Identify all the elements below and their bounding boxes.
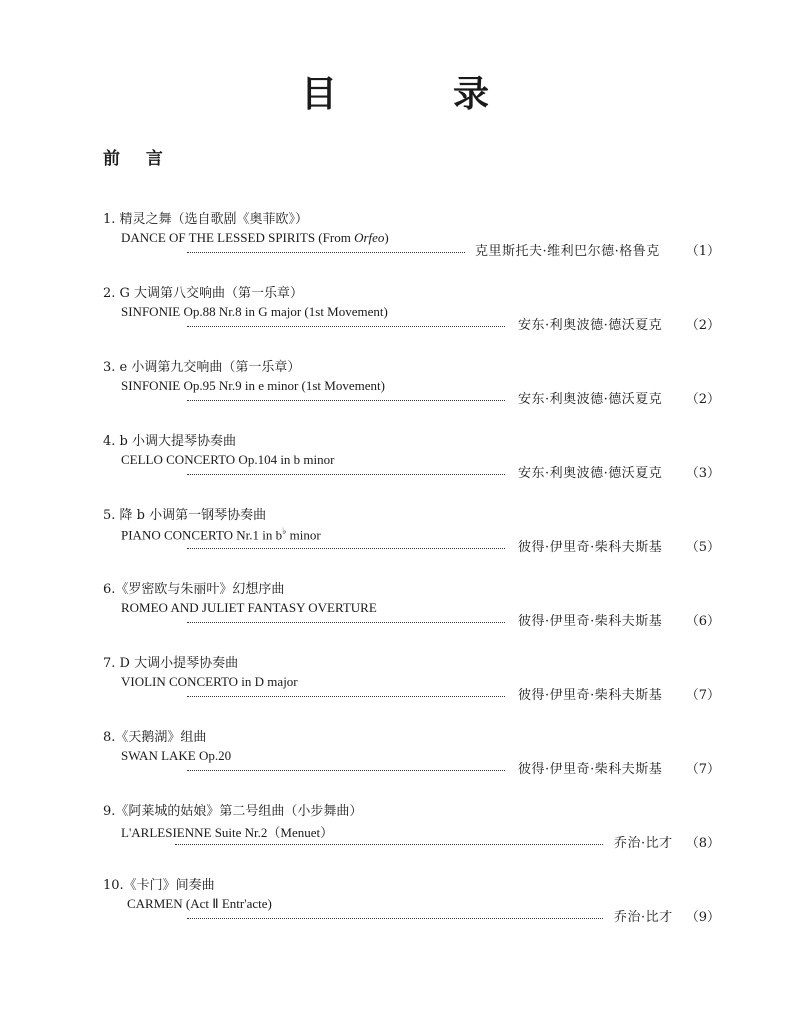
toc-entry[interactable] bbox=[0, 504, 790, 574]
dot-leader bbox=[175, 842, 603, 845]
entry-composer: 乔治·比才 bbox=[614, 836, 673, 851]
entry-page-number: （6） bbox=[685, 614, 720, 629]
entry-title: 7. D 大调小提琴协奏曲 bbox=[103, 656, 239, 671]
entry-page-number: （5） bbox=[685, 540, 720, 555]
entry-subtitle: SINFONIE Op.95 Nr.9 in e minor (1st Movement) bbox=[121, 378, 385, 393]
entry-subtitle: SINFONIE Op.88 Nr.8 in G major (1st Movement) bbox=[121, 304, 388, 319]
entry-subtitle: ROMEO AND JULIET FANTASY OVERTURE bbox=[121, 600, 377, 615]
entry-title: 4. b 小调大提琴协奏曲 bbox=[103, 434, 236, 449]
toc-entry[interactable] bbox=[0, 430, 790, 500]
entry-page-number: （7） bbox=[685, 762, 720, 777]
preface-heading: 前 言 bbox=[103, 149, 173, 169]
toc-entry[interactable] bbox=[0, 652, 790, 722]
toc-entry[interactable] bbox=[0, 208, 790, 278]
entry-page-number: （8） bbox=[685, 836, 720, 851]
entry-subtitle: PIANO CONCERTO Nr.1 in b♭ minor bbox=[121, 526, 321, 543]
entry-title: 2. G 大调第八交响曲（第一乐章） bbox=[103, 286, 304, 301]
entry-page-number: （2） bbox=[685, 392, 720, 407]
entry-composer: 克里斯托夫·维利巴尔德·格鲁克 bbox=[475, 244, 660, 259]
entry-subtitle: DANCE OF THE LESSED SPIRITS (From Orfeo) bbox=[121, 230, 389, 245]
dot-leader bbox=[187, 472, 505, 475]
entry-title: 6.《罗密欧与朱丽叶》幻想序曲 bbox=[103, 582, 285, 597]
toc-entry[interactable] bbox=[0, 726, 790, 796]
entry-subtitle: CARMEN (Act Ⅱ Entr'acte) bbox=[127, 896, 272, 911]
entry-subtitle: CELLO CONCERTO Op.104 in b minor bbox=[121, 452, 335, 467]
page-title: 目 录 bbox=[300, 74, 529, 115]
toc-entry[interactable] bbox=[0, 282, 790, 352]
toc-entry[interactable] bbox=[0, 578, 790, 648]
entry-title: 3. e 小调第九交响曲（第一乐章） bbox=[103, 360, 301, 375]
dot-leader bbox=[187, 768, 505, 771]
entry-title: 9.《阿莱城的姑娘》第二号组曲（小步舞曲） bbox=[103, 804, 363, 819]
entry-composer: 安东·利奥波德·德沃夏克 bbox=[518, 392, 663, 407]
entry-title: 8.《天鹅湖》组曲 bbox=[103, 730, 207, 745]
entry-subtitle: L'ARLESIENNE Suite Nr.2（Menuet） bbox=[121, 825, 334, 840]
dot-leader bbox=[187, 324, 505, 327]
entry-page-number: （1） bbox=[685, 244, 720, 259]
entry-page-number: （3） bbox=[685, 466, 720, 481]
entry-subtitle: SWAN LAKE Op.20 bbox=[121, 748, 232, 763]
dot-leader bbox=[187, 916, 603, 919]
entry-composer: 彼得·伊里奇·柴科夫斯基 bbox=[518, 688, 663, 703]
entry-composer: 安东·利奥波德·德沃夏克 bbox=[518, 466, 663, 481]
dot-leader bbox=[187, 398, 505, 401]
dot-leader bbox=[187, 546, 505, 549]
entry-subtitle: VIOLIN CONCERTO in D major bbox=[121, 674, 298, 689]
entry-page-number: （7） bbox=[685, 688, 720, 703]
dot-leader bbox=[187, 620, 505, 623]
toc-entry[interactable] bbox=[0, 356, 790, 426]
dot-leader bbox=[187, 694, 505, 697]
dot-leader bbox=[187, 250, 465, 253]
toc-entry[interactable] bbox=[0, 800, 790, 870]
entry-composer: 乔治·比才 bbox=[614, 910, 673, 925]
entry-page-number: （2） bbox=[685, 318, 720, 333]
entry-composer: 安东·利奥波德·德沃夏克 bbox=[518, 318, 663, 333]
entry-composer: 彼得·伊里奇·柴科夫斯基 bbox=[518, 540, 663, 555]
entry-title: 10.《卡门》间奏曲 bbox=[103, 878, 215, 893]
entry-title: 1. 精灵之舞（选自歌剧《奥菲欧》） bbox=[103, 212, 309, 227]
entry-title: 5. 降 b 小调第一钢琴协奏曲 bbox=[103, 508, 267, 523]
toc-entry[interactable] bbox=[0, 874, 790, 944]
entry-composer: 彼得·伊里奇·柴科夫斯基 bbox=[518, 762, 663, 777]
entry-composer: 彼得·伊里奇·柴科夫斯基 bbox=[518, 614, 663, 629]
entry-page-number: （9） bbox=[685, 910, 720, 925]
